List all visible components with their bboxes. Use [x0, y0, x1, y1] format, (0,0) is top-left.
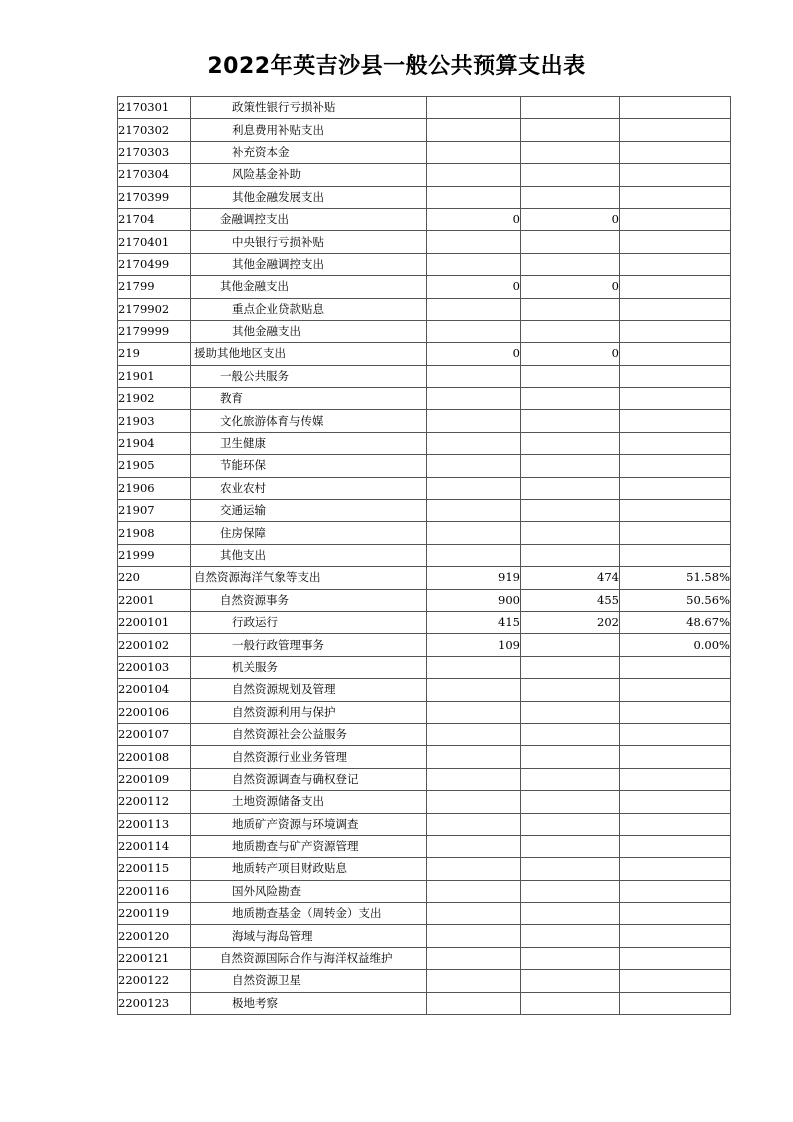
row-value-2: [521, 992, 620, 1014]
row-value-2: [521, 679, 620, 701]
row-value-2: [521, 141, 620, 163]
row-name: 文化旅游体育与传媒: [191, 410, 427, 432]
table-row: [118, 253, 731, 275]
row-value-1: [427, 141, 521, 163]
row-value-3: [620, 679, 731, 701]
row-value-2: 0: [521, 276, 620, 298]
row-code: 21904: [118, 432, 191, 454]
row-value-2: [521, 455, 620, 477]
table-row: [118, 746, 731, 768]
table-row: [118, 791, 731, 813]
row-value-3: [620, 656, 731, 678]
row-name: 一般公共服务: [191, 365, 427, 387]
row-code: 2200106: [118, 701, 191, 723]
row-value-3: [620, 343, 731, 365]
row-code: 2179999: [118, 320, 191, 342]
row-value-3: 51.58%: [620, 567, 731, 589]
table-row: [118, 634, 731, 656]
row-code: 2200120: [118, 925, 191, 947]
row-value-1: [427, 723, 521, 745]
row-name: 自然资源国际合作与海洋权益维护: [191, 947, 427, 969]
row-value-2: [521, 813, 620, 835]
row-code: 2200119: [118, 903, 191, 925]
row-value-2: [521, 858, 620, 880]
row-value-1: [427, 97, 521, 119]
row-name: 利息费用补贴支出: [191, 119, 427, 141]
row-value-1: [427, 903, 521, 925]
row-value-2: [521, 634, 620, 656]
row-value-3: [620, 186, 731, 208]
row-value-1: [427, 320, 521, 342]
row-value-1: [427, 746, 521, 768]
row-code: 21999: [118, 544, 191, 566]
row-value-1: [427, 768, 521, 790]
row-value-3: [620, 544, 731, 566]
row-name: 其他金融支出: [191, 276, 427, 298]
row-code: 21799: [118, 276, 191, 298]
row-value-1: [427, 701, 521, 723]
row-value-1: 919: [427, 567, 521, 589]
table-row: [118, 970, 731, 992]
row-value-2: [521, 746, 620, 768]
table-row: [118, 835, 731, 857]
table-row: [118, 231, 731, 253]
page-title: 2022年英吉沙县一般公共预算支出表: [207, 54, 586, 79]
row-name: 自然资源行业业务管理: [191, 746, 427, 768]
table-row: [118, 97, 731, 119]
row-value-1: [427, 656, 521, 678]
row-name: 补充资本金: [191, 141, 427, 163]
row-code: 2200102: [118, 634, 191, 656]
table-row: [118, 522, 731, 544]
row-code: 21903: [118, 410, 191, 432]
table-row: [118, 544, 731, 566]
table-row: [118, 365, 731, 387]
table-row: [118, 388, 731, 410]
table-row: [118, 589, 731, 611]
row-value-1: [427, 858, 521, 880]
row-value-2: 455: [521, 589, 620, 611]
row-code: 21901: [118, 365, 191, 387]
row-value-1: 415: [427, 611, 521, 633]
row-value-3: [620, 97, 731, 119]
row-value-2: 202: [521, 611, 620, 633]
row-name: 土地资源储备支出: [191, 791, 427, 813]
row-name: 行政运行: [191, 611, 427, 633]
row-name: 自然资源调查与确权登记: [191, 768, 427, 790]
row-value-2: [521, 970, 620, 992]
row-name: 农业农村: [191, 477, 427, 499]
row-value-3: [620, 858, 731, 880]
row-value-1: [427, 365, 521, 387]
row-value-3: [620, 432, 731, 454]
row-name: 自然资源社会公益服务: [191, 723, 427, 745]
table-row: [118, 925, 731, 947]
row-value-2: [521, 164, 620, 186]
row-value-3: [620, 388, 731, 410]
row-value-3: [620, 298, 731, 320]
row-code: 2200108: [118, 746, 191, 768]
table-row: [118, 611, 731, 633]
row-value-3: 50.56%: [620, 589, 731, 611]
row-value-2: [521, 723, 620, 745]
row-value-1: [427, 388, 521, 410]
row-value-2: [521, 522, 620, 544]
row-value-2: [521, 477, 620, 499]
row-value-1: [427, 253, 521, 275]
row-value-2: [521, 701, 620, 723]
row-name: 其他金融调控支出: [191, 253, 427, 275]
row-code: 2200112: [118, 791, 191, 813]
table-row: [118, 679, 731, 701]
row-value-3: [620, 992, 731, 1014]
row-code: 22001: [118, 589, 191, 611]
table-row: [118, 947, 731, 969]
table-row: [118, 992, 731, 1014]
row-name: 国外风险勘查: [191, 880, 427, 902]
row-value-1: 0: [427, 343, 521, 365]
row-value-2: [521, 410, 620, 432]
row-value-2: 0: [521, 343, 620, 365]
row-name: 一般行政管理事务: [191, 634, 427, 656]
row-name: 自然资源规划及管理: [191, 679, 427, 701]
row-code: 21905: [118, 455, 191, 477]
row-value-2: [521, 253, 620, 275]
row-code: 2200116: [118, 880, 191, 902]
row-name: 自然资源事务: [191, 589, 427, 611]
row-value-2: 474: [521, 567, 620, 589]
table-row: [118, 813, 731, 835]
row-code: 2170499: [118, 253, 191, 275]
row-name: 其他支出: [191, 544, 427, 566]
row-value-3: [620, 813, 731, 835]
row-value-2: [521, 97, 620, 119]
table-row: [118, 164, 731, 186]
row-value-3: [620, 701, 731, 723]
table-row: [118, 432, 731, 454]
row-code: 2170399: [118, 186, 191, 208]
row-name: 地质矿产资源与环境调查: [191, 813, 427, 835]
row-value-1: [427, 925, 521, 947]
table-row: [118, 567, 731, 589]
row-code: 21902: [118, 388, 191, 410]
row-code: 2170401: [118, 231, 191, 253]
row-value-3: [620, 522, 731, 544]
table-row: [118, 656, 731, 678]
table-row: [118, 903, 731, 925]
table-row: [118, 500, 731, 522]
row-value-3: [620, 276, 731, 298]
row-value-2: [521, 791, 620, 813]
row-value-1: [427, 679, 521, 701]
row-name: 金融调控支出: [191, 208, 427, 230]
row-value-1: [427, 298, 521, 320]
row-value-1: [427, 455, 521, 477]
row-value-1: [427, 522, 521, 544]
row-value-1: [427, 477, 521, 499]
row-name: 自然资源利用与保护: [191, 701, 427, 723]
table-row: [118, 320, 731, 342]
row-code: 21907: [118, 500, 191, 522]
row-name: 中央银行亏损补贴: [191, 231, 427, 253]
row-value-2: [521, 432, 620, 454]
row-value-2: [521, 835, 620, 857]
row-value-1: [427, 186, 521, 208]
row-name: 其他金融支出: [191, 320, 427, 342]
row-code: 220: [118, 567, 191, 589]
row-value-1: [427, 231, 521, 253]
row-value-3: [620, 231, 731, 253]
row-value-3: [620, 477, 731, 499]
row-name: 教育: [191, 388, 427, 410]
row-value-2: [521, 880, 620, 902]
row-value-3: [620, 164, 731, 186]
table-row: [118, 298, 731, 320]
row-value-3: [620, 723, 731, 745]
row-value-2: [521, 119, 620, 141]
row-value-2: [521, 388, 620, 410]
row-name: 住房保障: [191, 522, 427, 544]
row-value-3: [620, 253, 731, 275]
row-name: 卫生健康: [191, 432, 427, 454]
row-name: 地质勘查与矿产资源管理: [191, 835, 427, 857]
row-value-1: 0: [427, 208, 521, 230]
row-value-3: [620, 455, 731, 477]
row-value-2: [521, 320, 620, 342]
row-value-3: [620, 970, 731, 992]
row-value-1: 900: [427, 589, 521, 611]
table-row: [118, 880, 731, 902]
row-name: 风险基金补助: [191, 164, 427, 186]
table-row: [118, 723, 731, 745]
row-code: 2200104: [118, 679, 191, 701]
table-row: [118, 208, 731, 230]
row-value-2: 0: [521, 208, 620, 230]
row-value-3: [620, 365, 731, 387]
row-value-1: [427, 164, 521, 186]
row-value-3: [620, 410, 731, 432]
row-value-2: [521, 500, 620, 522]
row-name: 其他金融发展支出: [191, 186, 427, 208]
row-value-1: [427, 992, 521, 1014]
row-name: 节能环保: [191, 455, 427, 477]
table-row: [118, 141, 731, 163]
row-value-2: [521, 186, 620, 208]
row-value-1: 109: [427, 634, 521, 656]
row-value-2: [521, 903, 620, 925]
row-value-2: [521, 768, 620, 790]
row-value-1: [427, 835, 521, 857]
row-value-3: [620, 791, 731, 813]
row-value-1: 0: [427, 276, 521, 298]
row-name: 政策性银行亏损补贴: [191, 97, 427, 119]
row-value-2: [521, 231, 620, 253]
table-row: [118, 343, 731, 365]
row-code: 2170302: [118, 119, 191, 141]
row-value-3: [620, 903, 731, 925]
row-value-3: [620, 768, 731, 790]
row-value-1: [427, 432, 521, 454]
row-code: 2200115: [118, 858, 191, 880]
row-code: 2200109: [118, 768, 191, 790]
table-row: [118, 276, 731, 298]
row-name: 交通运输: [191, 500, 427, 522]
row-value-1: [427, 880, 521, 902]
row-name: 机关服务: [191, 656, 427, 678]
row-value-3: [620, 141, 731, 163]
row-name: 地质转产项目财政贴息: [191, 858, 427, 880]
row-code: 2200101: [118, 611, 191, 633]
table-row: [118, 410, 731, 432]
row-value-2: [521, 925, 620, 947]
row-code: 2200113: [118, 813, 191, 835]
row-value-1: [427, 500, 521, 522]
row-name: 援助其他地区支出: [191, 343, 427, 365]
row-value-2: [521, 947, 620, 969]
row-code: 219: [118, 343, 191, 365]
row-code: 2200103: [118, 656, 191, 678]
row-code: 2170301: [118, 97, 191, 119]
table-row: [118, 858, 731, 880]
row-value-3: [620, 880, 731, 902]
row-name: 海域与海岛管理: [191, 925, 427, 947]
row-code: 2200123: [118, 992, 191, 1014]
row-code: 21704: [118, 208, 191, 230]
row-value-3: [620, 835, 731, 857]
row-value-2: [521, 544, 620, 566]
row-name: 极地考察: [191, 992, 427, 1014]
row-value-3: [620, 320, 731, 342]
row-value-3: [620, 925, 731, 947]
row-name: 自然资源海洋气象等支出: [191, 567, 427, 589]
row-value-1: [427, 813, 521, 835]
table-row: [118, 186, 731, 208]
table-row: [118, 768, 731, 790]
row-name: 自然资源卫星: [191, 970, 427, 992]
row-code: 2170303: [118, 141, 191, 163]
row-value-3: [620, 500, 731, 522]
row-code: 21908: [118, 522, 191, 544]
row-value-1: [427, 410, 521, 432]
row-code: 2200107: [118, 723, 191, 745]
table-row: [118, 119, 731, 141]
row-code: 2200121: [118, 947, 191, 969]
table-row: [118, 477, 731, 499]
row-name: 地质勘查基金（周转金）支出: [191, 903, 427, 925]
row-value-3: [620, 208, 731, 230]
row-value-3: [620, 119, 731, 141]
budget-table: [117, 96, 731, 1015]
row-value-1: [427, 119, 521, 141]
row-value-1: [427, 970, 521, 992]
row-name: 重点企业贷款贴息: [191, 298, 427, 320]
row-value-1: [427, 791, 521, 813]
row-value-2: [521, 656, 620, 678]
budget-table-body: [118, 97, 731, 1015]
row-code: 2200114: [118, 835, 191, 857]
row-code: 21906: [118, 477, 191, 499]
row-value-3: [620, 746, 731, 768]
table-row: [118, 701, 731, 723]
row-value-2: [521, 298, 620, 320]
row-value-3: 0.00%: [620, 634, 731, 656]
row-value-3: 48.67%: [620, 611, 731, 633]
table-row: [118, 455, 731, 477]
row-value-1: [427, 544, 521, 566]
row-value-1: [427, 947, 521, 969]
row-value-2: [521, 365, 620, 387]
row-code: 2179902: [118, 298, 191, 320]
row-value-3: [620, 947, 731, 969]
row-code: 2170304: [118, 164, 191, 186]
row-code: 2200122: [118, 970, 191, 992]
